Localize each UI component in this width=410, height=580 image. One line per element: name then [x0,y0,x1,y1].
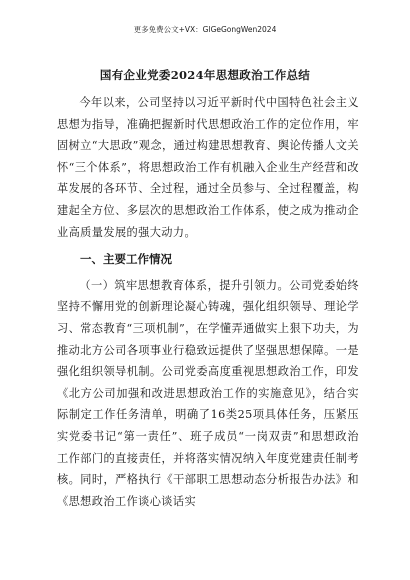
header-note: 更多免费公文+VX：GlGeGongWen2024 [133,25,277,34]
intro-paragraph: 今年以来，公司坚持以习近平新时代中国特色社会主义思想为指导，准确把握新时代思想政治工作的定位作用，牢固树立“大思政”观念，通过构建思想教育、舆论传播人文关怀“三个体系”，将思想政治工作有机融入企业生产经营和改革发展的各环节、全过程，通过全员参与、全过程覆盖，构建起全方位、多层次的思想政治工作体系，使之成为推动企业高质量发展的强大动力。 [57,96,359,239]
section-paragraph: （一）筑牢思想教育体系，提升引领力。公司党委始终坚持不懈用党的创新理论凝心铸魂，强化组织领导、理论学习、常态教育“三项机制”，在学懂弄通做实上狠下功夫，为推动北方公司各项事业行稳致远提供了坚强思想保障。一是强化组织领导机制。公司党委高度重视思想政治工作，印发《北方公司加强和改进思想政治工作的实施意见》，结合实际制定工作任务清单，明确了16类25项具体任务，压紧压实党委书记“第一责任”、班子成员“一岗双责”和思想政治工作部门的直接责任，并将落实情况纳入年度党建责任制考核。同时，严格执行《干部职工思想动态分析报告办法》和《思想政治工作谈心谈话实 [57,278,359,508]
section-heading: 一、主要工作情况 [80,252,172,267]
document-body [57,92,359,512]
document-title: 国有企业党委2024年思想政治工作总结 [99,68,311,82]
